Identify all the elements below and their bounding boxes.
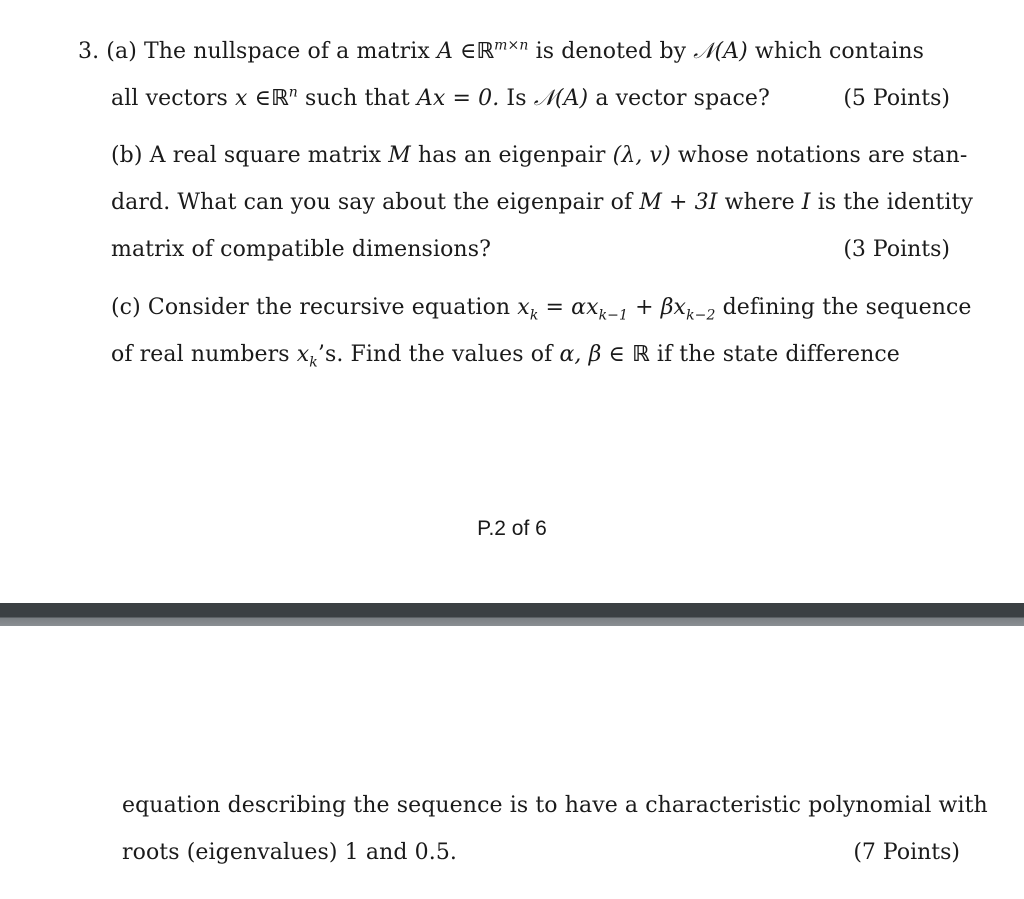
math-alpha-beta: α, β (559, 342, 602, 367)
math-plus: + βx (628, 295, 687, 320)
question-3-part-c-line-4: roots (eigenvalues) 1 and 0.5. (122, 840, 458, 865)
text: which contains (754, 39, 924, 64)
math-x: x (296, 342, 310, 367)
text: Consider the recursive equation (147, 295, 511, 320)
math-eq: = αx (538, 295, 599, 320)
part-c-points: (7 Points) (853, 840, 960, 865)
math-eigenpair: (λ, v) (612, 143, 671, 168)
math-x: x (517, 295, 530, 320)
math-x: x (235, 86, 248, 111)
text: all vectors (111, 86, 228, 111)
question-3-part-c-line-3: equation describing the sequence is to have a characteristic polynomial with (122, 793, 988, 818)
math-R: ℝ (476, 39, 495, 64)
part-a-points: (5 Points) (843, 86, 950, 111)
text: is the identity (817, 190, 973, 215)
math-sub-k2: k−2 (686, 307, 716, 324)
page-separator (0, 603, 1024, 626)
math-sub-k: k (309, 354, 318, 371)
math-I: I (801, 190, 811, 215)
part-b-points: (3 Points) (843, 237, 950, 262)
text: dard. What can you say about the eigenpair of (111, 190, 633, 215)
text: of real numbers (111, 342, 290, 367)
text: a vector space? (595, 86, 770, 111)
part-b-label: (b) (111, 143, 143, 168)
math-n: n (288, 84, 298, 101)
text: ’s. Find the values of (317, 342, 553, 367)
math-NA: 𝒩(A) (693, 39, 748, 64)
question-3-part-c-line-1 (111, 293, 972, 323)
math-sub-k: k (529, 307, 539, 324)
math-NA: 𝒩(A) (533, 86, 589, 111)
text: whose notations are stan- (677, 143, 968, 168)
page-number: P.2 of 6 (477, 517, 547, 540)
text: is denoted by (535, 39, 687, 64)
math-R: ℝ (632, 342, 650, 367)
math-Ax0: Ax = 0. (416, 86, 500, 111)
math-M: M (388, 143, 411, 168)
part-a-label: (a) (106, 39, 137, 64)
math-M3I: M + 3I (639, 190, 718, 215)
math-A: A (436, 39, 453, 64)
text: A real square matrix (149, 143, 382, 168)
question-number: 3. (78, 39, 100, 64)
question-3-part-a-line-2 (111, 84, 770, 114)
math-recursion (517, 295, 716, 324)
question-3-part-b-line-2 (111, 188, 973, 218)
question-3-part-c-line-2 (111, 340, 900, 370)
question-3-part-a-line-1 (78, 37, 924, 67)
pdf-page-3 (0, 626, 1024, 899)
text: Is (506, 86, 527, 111)
math-in: ∈ (254, 86, 272, 111)
text: The nullspace of a matrix (143, 39, 430, 64)
text: if the state difference (656, 342, 900, 367)
text: defining the sequence (722, 295, 972, 320)
text: where (724, 190, 795, 215)
text: has an eigenpair (418, 143, 606, 168)
math-R: ℝ (271, 86, 289, 111)
math-sub-k1: k−1 (598, 307, 629, 324)
math-mxn: m×n (494, 37, 529, 54)
math-in: ∈ (608, 342, 625, 367)
question-3-part-b-line-3: matrix of compatible dimensions? (111, 237, 491, 262)
text: such that (305, 86, 410, 111)
math-in: ∈ (460, 39, 477, 64)
part-c-label: (c) (111, 295, 141, 320)
question-3-part-b-line-1 (111, 141, 967, 171)
